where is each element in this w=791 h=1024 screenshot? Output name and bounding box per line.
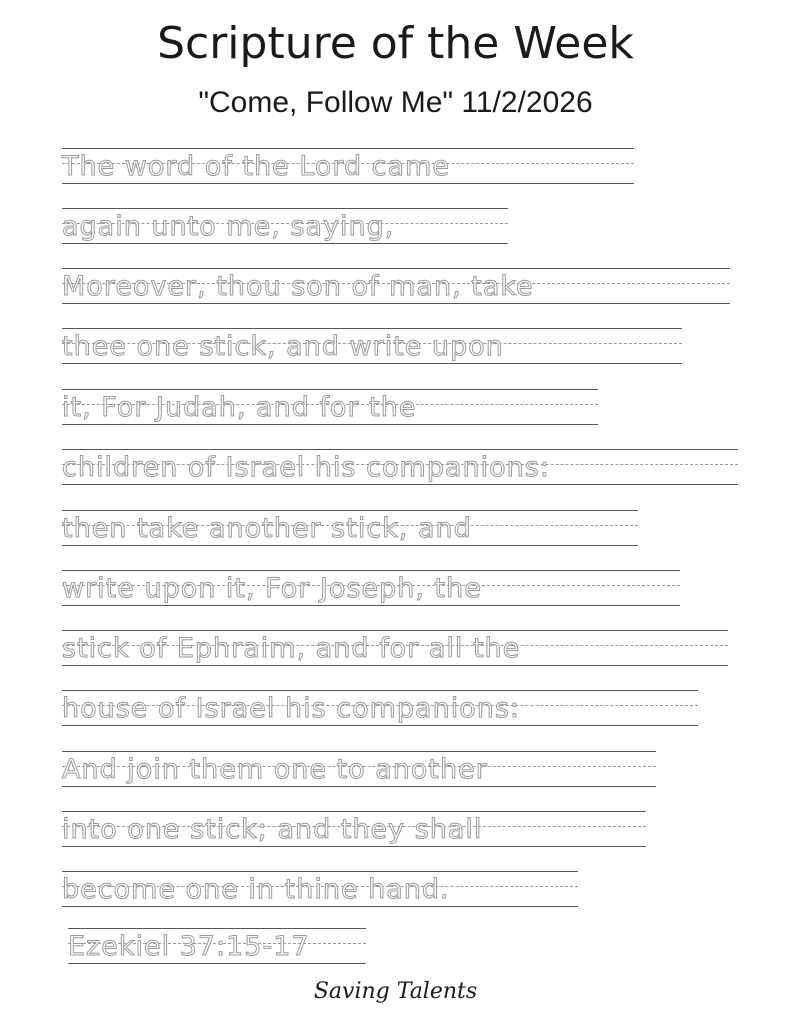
tracing-text: children of Israel his companions:	[62, 452, 550, 483]
scripture-reference: Ezekiel 37:15-17	[68, 931, 310, 962]
tracing-line	[62, 871, 578, 913]
tracing-line	[62, 449, 738, 491]
top-rule	[62, 208, 508, 209]
tracing-text: it, For Judah, and for the	[62, 392, 417, 423]
brand-signature: Saving Talents	[313, 979, 478, 1004]
tracing-line	[62, 630, 728, 672]
top-rule	[62, 389, 598, 390]
tracing-text: house of Israel his companions:	[62, 693, 521, 724]
tracing-text: stick of Ephraim, and for all the	[62, 633, 521, 664]
top-rule	[62, 871, 578, 872]
tracing-line	[62, 690, 698, 732]
tracing-line	[62, 570, 680, 612]
top-rule	[62, 510, 638, 511]
top-rule	[62, 690, 698, 691]
top-rule	[62, 811, 646, 812]
top-rule	[62, 570, 680, 571]
page-title: Scripture of the Week	[157, 18, 634, 69]
tracing-text: The word of the Lord came	[62, 151, 450, 182]
tracing-line	[62, 148, 634, 190]
top-rule	[62, 751, 656, 752]
page-subtitle: "Come, Follow Me" 11/2/2026	[198, 86, 593, 119]
top-rule	[62, 328, 682, 329]
tracing-line	[62, 751, 656, 793]
tracing-line	[62, 208, 508, 250]
scripture-reference-line	[68, 928, 366, 970]
top-rule	[62, 449, 738, 450]
top-rule	[62, 630, 728, 631]
tracing-line	[62, 510, 638, 552]
tracing-line	[62, 268, 730, 310]
top-rule	[62, 268, 730, 269]
tracing-line	[62, 328, 682, 370]
tracing-line	[62, 389, 598, 431]
tracing-text: write upon it, For Joseph, the	[62, 573, 482, 604]
tracing-text: again unto me, saying,	[62, 211, 395, 242]
tracing-line	[62, 811, 646, 853]
tracing-text: then take another stick, and	[62, 513, 472, 544]
tracing-text: And join them one to another	[62, 754, 488, 785]
top-rule	[68, 928, 366, 929]
tracing-text: become one in thine hand.	[62, 874, 450, 905]
tracing-text: into one stick; and they shall	[62, 814, 483, 845]
top-rule	[62, 148, 634, 149]
tracing-text: thee one stick, and write upon	[62, 331, 504, 362]
tracing-text: Moreover, thou son of man, take	[62, 271, 534, 302]
